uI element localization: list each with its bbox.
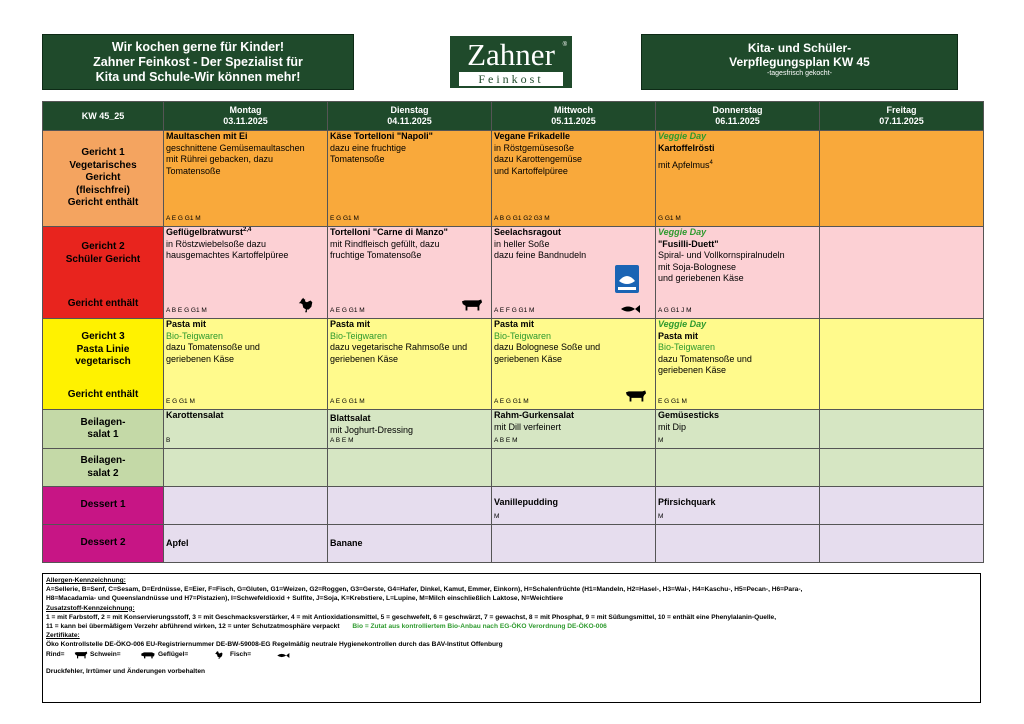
dish-desc: mit Joghurt-Dressing: [330, 424, 414, 435]
bio-label: Bio-Teigwaren: [494, 330, 552, 341]
veggie-day: Veggie Day: [658, 227, 707, 237]
dish-desc: mit Dip: [658, 421, 687, 432]
logo-main: Zahner: [467, 37, 555, 72]
dish-desc: Tomatensoße: [166, 165, 221, 176]
icon-label-gefluegel: Geflügel=: [158, 650, 189, 658]
day-name: Montag: [229, 105, 262, 115]
veggie-day: Veggie Day: [658, 131, 707, 141]
label-line: (fleischfrei): [76, 184, 130, 196]
dish-title: Pasta mit: [658, 330, 699, 341]
label-line: Vegetarisches: [69, 159, 137, 171]
day-header: [820, 102, 984, 131]
day-date: 06.11.2025: [715, 116, 760, 126]
header-plan-title: [641, 34, 958, 90]
dish-title: Pasta mit: [330, 319, 371, 329]
dish-title: Käse Tortelloni "Napoli": [330, 131, 433, 141]
disclaimer: Druckfehler, Irrtümer und Änderungen vorbehalten: [46, 667, 206, 675]
dish-desc: dazu eine fruchtige: [330, 142, 407, 153]
icon-legend: [46, 650, 977, 661]
label-salat-1: [43, 410, 164, 449]
menu-cell-empty: [820, 319, 984, 410]
dish-desc: [656, 160, 819, 172]
cow-icon: [74, 651, 88, 659]
row-dessert-1: [43, 487, 984, 525]
allergens: A B E G G1 M: [166, 307, 207, 314]
menu-cell-empty: [164, 487, 328, 525]
dish-title: Pfirsichquark: [658, 497, 716, 507]
allergens: A E G G1 M: [330, 398, 365, 405]
dish-desc: geriebenen Käse: [166, 353, 235, 364]
allergens: B: [166, 437, 171, 444]
menu-cell: [492, 487, 656, 525]
label-line: Beilagen-: [80, 416, 126, 428]
header-slogan: [42, 34, 354, 90]
menu-cell-empty: [492, 449, 656, 487]
label-line: Gericht enthält: [67, 388, 139, 400]
dish-title: Kartoffelrösti: [658, 142, 715, 153]
allergens: A B E M: [330, 437, 354, 444]
day-name: Donnerstag: [712, 105, 763, 115]
menu-cell-empty: [820, 449, 984, 487]
zahner-logo: [450, 36, 572, 88]
row-gericht-1: [43, 131, 984, 227]
dish-title: Pasta mit: [166, 319, 207, 329]
day-name: Dienstag: [390, 105, 429, 115]
row-gericht-3: [43, 319, 984, 410]
dish-desc: mit Rührei gebacken, dazu: [166, 154, 274, 164]
day-header: [656, 102, 820, 131]
label-line: salat 1: [87, 429, 119, 440]
menu-cell: [328, 319, 492, 410]
dish-desc: hausgemachtes Kartoffelpüree: [166, 250, 289, 260]
label-line: salat 2: [87, 467, 119, 479]
menu-cell-empty: [492, 525, 656, 563]
dish-desc: dazu Tomatensoße und: [658, 353, 752, 364]
plan-subtitle: -tagesfrisch gekocht-: [767, 70, 832, 77]
dish-desc: Tomatensoße: [330, 154, 385, 164]
menu-cell-empty: [656, 525, 820, 563]
day-date: 04.11.2025: [387, 116, 432, 126]
label-line: Dessert 1: [80, 499, 126, 511]
desc-text: mit Apfelmus: [658, 160, 710, 170]
dish-title: Seelachsragout: [494, 227, 562, 237]
dish-desc: geschnittene Gemüsemaultaschen: [166, 142, 305, 153]
label-dessert-1: [43, 487, 164, 525]
veggie-day: Veggie Day: [658, 319, 707, 329]
allergens: E G G1 M: [166, 398, 195, 405]
menu-cell: [492, 131, 656, 227]
icon-label-rind: Rind=: [46, 650, 65, 658]
label-salat-2: [43, 449, 164, 487]
day-date: 07.11.2025: [879, 116, 924, 126]
additive-line: [46, 622, 977, 631]
bio-note: Bio = Zutat aus kontrolliertem Bio-Anbau nach EG-ÖKO Verordnung DE-ÖKO-006: [352, 623, 607, 631]
menu-cell-empty: [820, 410, 984, 449]
label-line: Dessert 2: [80, 537, 126, 549]
allergens: A E G G1 M: [330, 307, 365, 314]
menu-cell-empty: [656, 449, 820, 487]
menu-cell: [328, 227, 492, 319]
msc-fish-icon: [615, 265, 639, 293]
additive-heading: Zusatzstoff-Kennzeichnung:: [46, 604, 135, 612]
menu-cell: [656, 319, 820, 410]
allergens: M: [658, 513, 664, 520]
dish-desc: mit Rindfleisch gefüllt, dazu: [330, 238, 440, 249]
label-gericht-1: [43, 131, 164, 227]
menu-table: [42, 101, 984, 563]
menu-cell-empty: [820, 525, 984, 563]
menu-cell-empty: [820, 131, 984, 227]
dish-desc: mit Soja-Bolognese: [658, 261, 737, 272]
allergens: A B G G1 G2 G3 M: [494, 215, 550, 222]
dish-title: Rahm-Gurkensalat: [494, 410, 575, 420]
menu-cell: [164, 131, 328, 227]
dish-title: Vegane Frikadelle: [494, 131, 571, 141]
dish-title: Gemüsesticks: [658, 410, 720, 420]
legend-box: [42, 573, 981, 703]
allergens: E G G1 M: [658, 398, 687, 405]
day-name: Mittwoch: [554, 105, 593, 115]
row-dessert-2: [43, 525, 984, 563]
allergens: G G1 M: [658, 215, 681, 222]
dish-title: Apfel: [166, 537, 189, 548]
menu-cell: [328, 131, 492, 227]
menu-cell: [656, 227, 820, 319]
dish-title: Tortelloni "Carne di Manzo": [330, 227, 448, 237]
cert-heading: Zertifikate:: [46, 632, 80, 640]
day-date: 03.11.2025: [223, 116, 268, 126]
header-row: [43, 102, 984, 131]
icon-label-fisch: Fisch=: [230, 650, 252, 658]
slogan-line: Wir kochen gerne für Kinder!: [111, 40, 285, 54]
allergens: E G G1 M: [330, 215, 359, 222]
pig-icon: [140, 651, 156, 659]
row-salat-1: [43, 410, 984, 449]
logo-registered: ®: [562, 42, 567, 48]
menu-cell-empty: [164, 449, 328, 487]
label-line: Gericht: [85, 172, 121, 184]
menu-cell: [328, 410, 492, 449]
fish-icon: [276, 652, 290, 659]
menu-cell-empty: [328, 487, 492, 525]
cow-icon: [625, 389, 647, 403]
allergens: A B E M: [494, 437, 518, 444]
dish-desc: dazu vegetarische Rahmsoße und: [330, 342, 468, 352]
label-line: Beilagen-: [80, 455, 126, 466]
plan-title-line: Verpflegungsplan KW 45: [729, 55, 870, 69]
bio-label: Bio-Teigwaren: [166, 330, 224, 341]
allergens: M: [494, 513, 500, 520]
label-line: Pasta Linie: [76, 343, 130, 355]
day-name: Freitag: [886, 105, 917, 115]
day-header: [492, 102, 656, 131]
day-header: [328, 102, 492, 131]
label-dessert-2: [43, 525, 164, 563]
additive-text: 11 = kann bei übermäßigem Verzehr abführend wirken, 12 = unter Schutzatmosphäre verpackt: [46, 623, 340, 631]
dish-desc: geriebenen Käse: [330, 353, 399, 364]
dish-title: Maultaschen mit Ei: [166, 131, 248, 141]
bio-label: Bio-Teigwaren: [330, 330, 388, 341]
icon-label-schwein: Schwein=: [90, 650, 121, 658]
label-line: Schüler Gericht: [65, 253, 141, 265]
additive-sup: 2,4: [243, 227, 252, 233]
cow-icon: [461, 298, 483, 312]
dish-desc: und Kartoffelpüree: [494, 165, 568, 176]
menu-cell: [656, 410, 820, 449]
day-header: [164, 102, 328, 131]
menu-cell: [164, 319, 328, 410]
allergen-line: A=Sellerie, B=Senf, C=Sesam, D=Erdnüsse, E=Eier, F=Fisch, G=Gluten, G1=Weizen, G2=Roggen, G3=Gerste, G4=Hafer, Dinkel, Kamut, Emmer, Einkorn), H=Schalenfrüchte (H1=Mandeln, H2=Hasel-, H3=Wal-, H4=Kaschu-, H5=Pecan-, H6=Para-,: [46, 586, 803, 594]
allergens: A E G G1 M: [494, 398, 529, 405]
fish-icon: [619, 304, 641, 314]
label-line: vegetarisch: [75, 356, 131, 367]
slogan-line: Kita und Schule-Wir können mehr!: [95, 70, 301, 84]
label-gericht-3: [43, 319, 164, 410]
dish-desc: dazu Tomatensoße und: [166, 342, 260, 352]
title-text: Geflügelbratwurst: [166, 227, 244, 237]
menu-cell: [164, 525, 328, 563]
week-label: KW 45_25: [43, 102, 164, 131]
row-salat-2: [43, 449, 984, 487]
label-line: Gericht enthält: [67, 297, 139, 309]
row-gericht-2: [43, 227, 984, 319]
menu-cell-empty: [820, 487, 984, 525]
dish-title: [164, 227, 327, 239]
label-gericht-2: [43, 227, 164, 319]
dish-desc: Spiral- und Vollkornspiralnudeln: [658, 250, 785, 260]
menu-cell: [492, 319, 656, 410]
label-line: Gericht enthält: [67, 197, 139, 209]
dish-title: "Fusilli-Duett": [658, 238, 719, 249]
dish-desc: und geriebenen Käse: [658, 273, 744, 283]
dish-title: Blattsalat: [330, 413, 371, 423]
dish-title: Pasta mit: [494, 319, 535, 329]
allergen-line: H8=Macadamia- und Queenslandnüsse und H7=Pistazien), I=Schwefeldioxid + Sulfite, J=Soja, K=Krebstiere, L=Lupine, M=Milch einschließlich Laktose, N=Weichtiere: [46, 595, 564, 603]
chicken-icon: [214, 650, 224, 660]
allergens: A E F G G1 M: [494, 307, 535, 314]
dish-desc: in heller Soße: [494, 238, 550, 249]
bio-label: Bio-Teigwaren: [658, 342, 716, 352]
menu-cell: [164, 410, 328, 449]
day-date: 05.11.2025: [551, 116, 596, 126]
logo-sub: Feinkost: [459, 72, 563, 86]
label-line: Gericht 3: [81, 331, 125, 342]
label-line: Gericht 2: [81, 241, 125, 252]
additive-sup: 4: [709, 160, 713, 166]
dish-desc: geriebenen Käse: [494, 353, 563, 364]
dish-desc: in Röstzwiebelsoße dazu: [166, 238, 267, 249]
menu-cell-empty: [820, 227, 984, 319]
allergens: A G G1 J M: [658, 307, 692, 314]
label-line: Gericht 1: [81, 147, 125, 159]
cert-line: Öko Kontrollstelle DE-ÖKO-006 EU-Registriernummer DE-BW-59008-EG Regelmäßig neutrale Hygienekontrollen durch das BAV-Institut Offenburg: [46, 641, 503, 649]
allergen-heading: Allergen-Kennzeichnung:: [46, 577, 126, 584]
chicken-icon: [297, 296, 315, 314]
dish-title: Karottensalat: [166, 410, 224, 420]
menu-cell: [492, 227, 656, 319]
menu-cell: [656, 131, 820, 227]
menu-cell: [656, 487, 820, 525]
menu-cell: [328, 525, 492, 563]
dish-desc: mit Dill verfeinert: [494, 421, 562, 432]
dish-desc: dazu feine Bandnudeln: [494, 250, 587, 260]
menu-cell: [164, 227, 328, 319]
dish-desc: geriebenen Käse: [658, 365, 727, 375]
dish-desc: dazu Bolognese Soße und: [494, 342, 601, 352]
menu-cell-empty: [328, 449, 492, 487]
dish-desc: fruchtige Tomatensoße: [330, 250, 422, 260]
dish-title: Banane: [330, 537, 363, 548]
additive-line: 1 = mit Farbstoff, 2 = mit Konservierungsstoff, 3 = mit Geschmacksverstärker, 4 = mit Antioxidationsmittel, 5 = geschwefelt, 6 = geschwärzt, 7 = gewachst, 8 = mit Phosphat, 9 = mit Süßungsmittel, 10 = enthält eine Phenylalanin-Quelle,: [46, 613, 777, 621]
allergens: M: [658, 437, 664, 444]
menu-cell: [492, 410, 656, 449]
slogan-line: Zahner Feinkost - Der Spezialist für: [93, 55, 303, 69]
allergens: A E G G1 M: [166, 215, 201, 222]
plan-title-line: Kita- und Schüler-: [747, 41, 852, 55]
dish-title: Vanillepudding: [494, 497, 559, 507]
dish-desc: in Röstgemüsesoße: [494, 142, 575, 153]
dish-desc: dazu Karottengemüse: [494, 154, 583, 164]
